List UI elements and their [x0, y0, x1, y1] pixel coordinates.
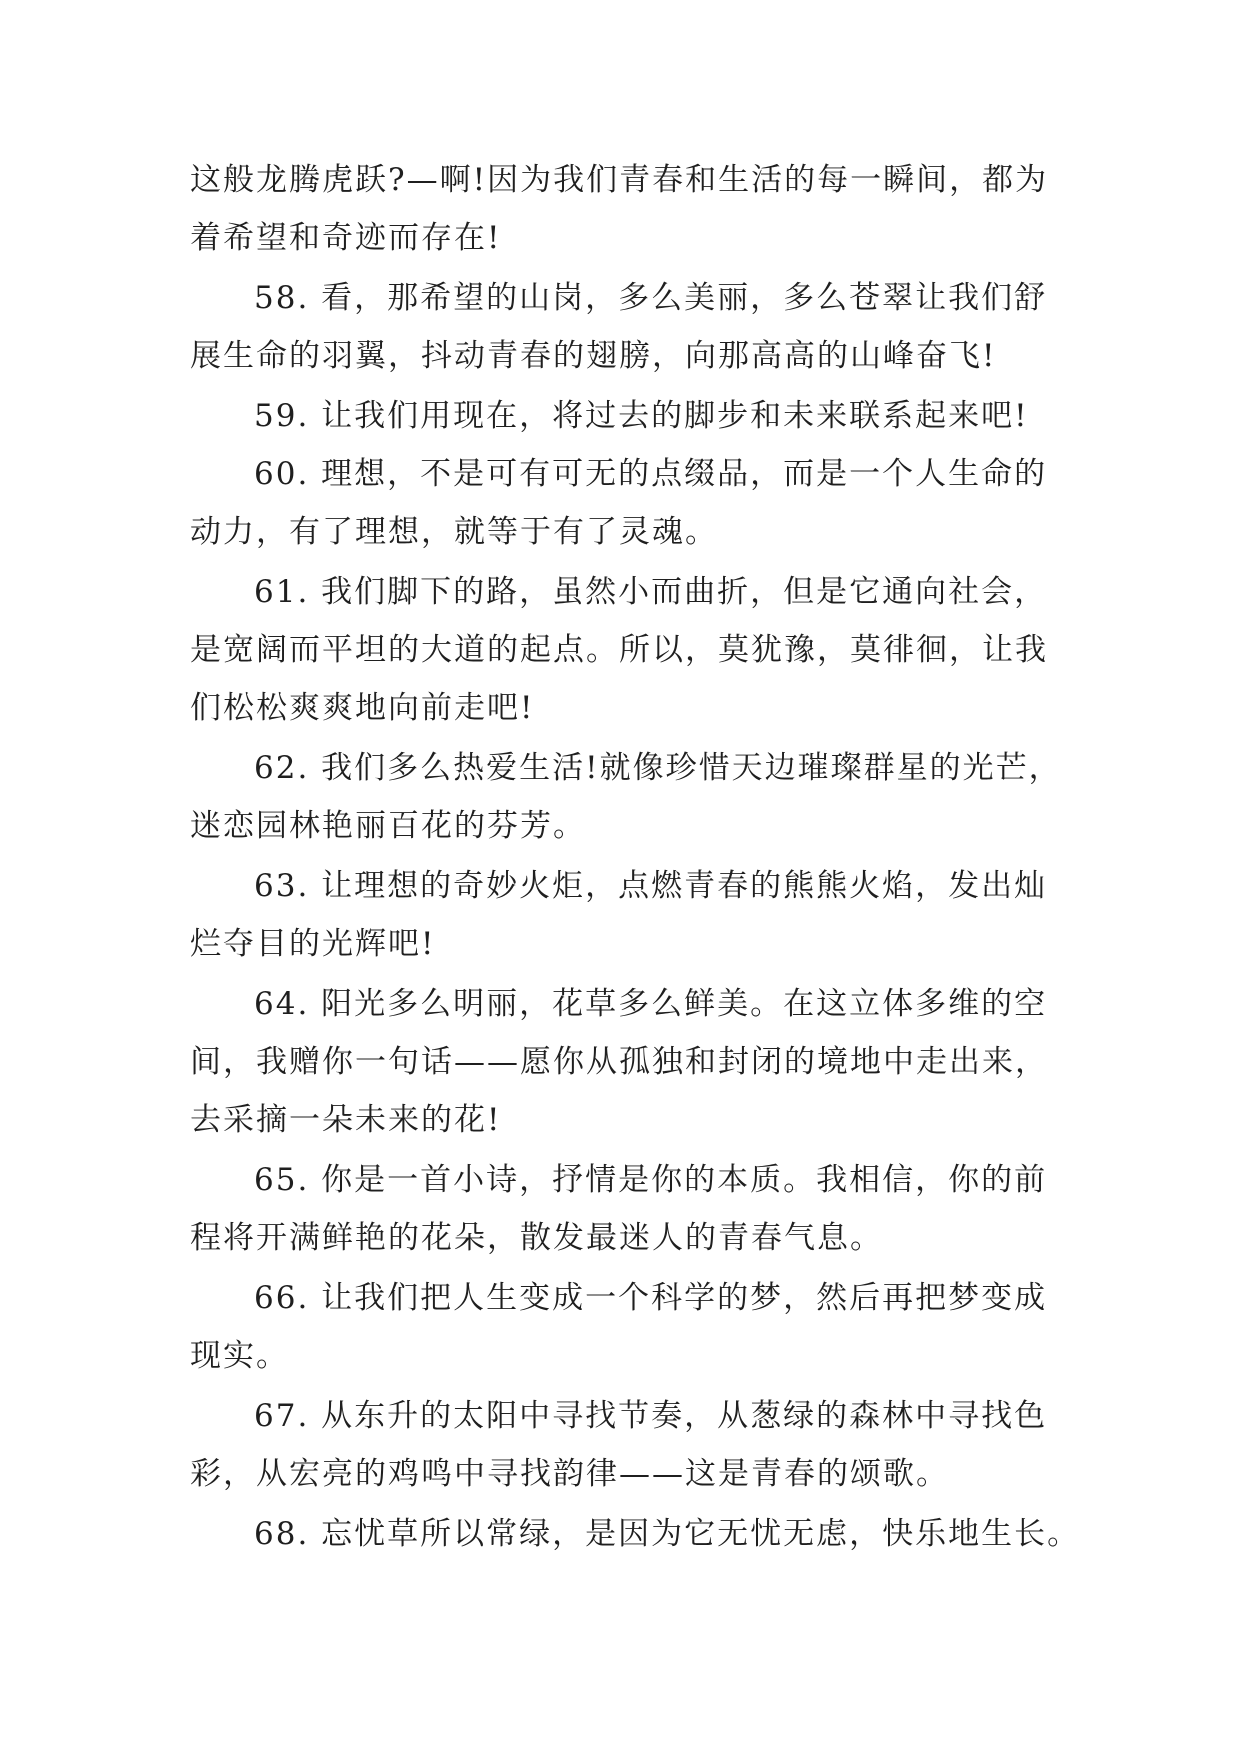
text-line: 67. 从东升的太阳中寻找节奏，从葱绿的森林中寻找色	[254, 1398, 1048, 1434]
text-line: 着希望和奇迹而存在!	[190, 220, 502, 256]
text-line: 程将开满鲜艳的花朵，散发最迷人的青春气息。	[190, 1220, 883, 1256]
text-line: 这般龙腾虎跃?—啊!因为我们青春和生活的每一瞬间，都为	[190, 162, 1049, 198]
text-line: 66. 让我们把人生变成一个科学的梦，然后再把梦变成	[254, 1280, 1048, 1316]
text-line: 动力，有了理想，就等于有了灵魂。	[190, 514, 718, 550]
text-line: 59. 让我们用现在，将过去的脚步和未来联系起来吧!	[254, 398, 1029, 434]
text-line: 展生命的羽翼，抖动青春的翅膀，向那高高的山峰奋飞!	[190, 338, 997, 374]
text-line: 65. 你是一首小诗，抒情是你的本质。我相信，你的前	[254, 1162, 1048, 1198]
text-line: 61. 我们脚下的路，虽然小而曲折，但是它通向社会，	[254, 574, 1048, 610]
text-line: 63. 让理想的奇妙火炬，点燃青春的熊熊火焰，发出灿	[254, 868, 1048, 904]
text-line: 间，我赠你一句话——愿你从孤独和封闭的境地中走出来，	[190, 1044, 1048, 1080]
text-line: 去采摘一朵未来的花!	[190, 1102, 502, 1138]
text-line: 彩，从宏亮的鸡鸣中寻找韵律——这是青春的颂歌。	[190, 1456, 949, 1492]
text-line: 58. 看，那希望的山岗，多么美丽，多么苍翠让我们舒	[254, 280, 1048, 316]
text-line: 现实。	[190, 1338, 289, 1374]
text-line: 烂夺目的光辉吧!	[190, 926, 436, 962]
text-line: 迷恋园林艳丽百花的芬芳。	[190, 808, 586, 844]
text-line: 是宽阔而平坦的大道的起点。所以，莫犹豫，莫徘徊，让我	[190, 632, 1048, 668]
text-line: 68. 忘忧草所以常绿，是因为它无忧无虑，快乐地生长。	[254, 1516, 1081, 1552]
text-line: 60. 理想，不是可有可无的点缀品，而是一个人生命的	[254, 456, 1048, 492]
text-line: 64. 阳光多么明丽，花草多么鲜美。在这立体多维的空	[254, 986, 1048, 1022]
text-line: 们松松爽爽地向前走吧!	[190, 690, 535, 726]
text-line: 62. 我们多么热爱生活!就像珍惜天边璀璨群星的光芒，	[254, 750, 1062, 786]
